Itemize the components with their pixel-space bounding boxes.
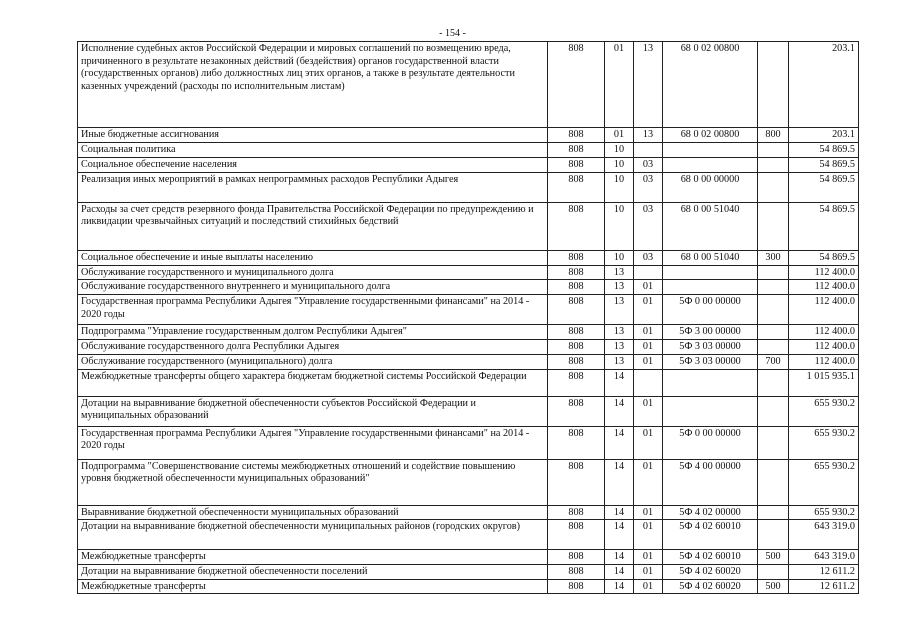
row-expense-kind: 500	[758, 550, 789, 565]
row-target-article: 5Ф 4 02 60010	[663, 520, 758, 550]
row-name: Подпрограмма "Совершенствование системы межбюджетных отношений и содействие повышению уровня бюджетной обеспеченности муниципальных образований"	[78, 459, 548, 505]
row-name: Государственная программа Республики Адыгея "Управление государственными финансами" на 2014 - 2020 годы	[78, 295, 548, 325]
row-section: 14	[605, 520, 634, 550]
row-expense-kind	[758, 42, 789, 128]
row-department-code: 808	[548, 340, 605, 355]
row-expense-kind	[758, 396, 789, 426]
row-amount: 655 930.2	[789, 426, 859, 459]
row-section: 14	[605, 550, 634, 565]
row-department-code: 808	[548, 280, 605, 295]
row-amount: 12 611.2	[789, 579, 859, 594]
table-row	[78, 325, 859, 340]
row-name: Государственная программа Республики Адыгея "Управление государственными финансами" на 2014 - 2020 годы	[78, 426, 548, 459]
row-department-code: 808	[548, 128, 605, 143]
row-name: Социальное обеспечение населения	[78, 157, 548, 172]
row-target-article: 5Ф 4 02 60020	[663, 565, 758, 580]
table-row	[78, 354, 859, 369]
row-department-code: 808	[548, 354, 605, 369]
row-expense-kind: 700	[758, 354, 789, 369]
row-subsection: 03	[634, 172, 663, 202]
row-amount: 643 319.0	[789, 520, 859, 550]
row-section: 14	[605, 369, 634, 396]
table-row	[78, 396, 859, 426]
row-name: Обслуживание государственного внутреннего и муниципального долга	[78, 280, 548, 295]
row-expense-kind	[758, 340, 789, 355]
row-amount: 655 930.2	[789, 459, 859, 505]
row-expense-kind	[758, 280, 789, 295]
row-subsection: 01	[634, 565, 663, 580]
row-target-article	[663, 265, 758, 280]
row-department-code: 808	[548, 157, 605, 172]
row-section: 10	[605, 250, 634, 265]
row-expense-kind	[758, 143, 789, 158]
row-expense-kind	[758, 459, 789, 505]
row-target-article: 68 0 02 00800	[663, 42, 758, 128]
row-department-code: 808	[548, 505, 605, 520]
table-row	[78, 265, 859, 280]
row-name: Дотации на выравнивание бюджетной обеспеченности муниципальных районов (городских округов)	[78, 520, 548, 550]
row-expense-kind	[758, 325, 789, 340]
row-amount: 203.1	[789, 128, 859, 143]
row-section: 14	[605, 396, 634, 426]
row-subsection: 13	[634, 42, 663, 128]
table-row	[78, 550, 859, 565]
table-row	[78, 520, 859, 550]
table-row	[78, 369, 859, 396]
row-department-code: 808	[548, 295, 605, 325]
row-name: Подпрограмма "Управление государственным долгом Республики Адыгея"	[78, 325, 548, 340]
row-name: Обслуживание государственного долга Республики Адыгея	[78, 340, 548, 355]
row-subsection: 01	[634, 505, 663, 520]
row-target-article: 68 0 00 00000	[663, 172, 758, 202]
row-amount: 54 869.5	[789, 143, 859, 158]
row-name: Иные бюджетные ассигнования	[78, 128, 548, 143]
row-subsection	[634, 143, 663, 158]
row-section: 13	[605, 280, 634, 295]
row-expense-kind	[758, 426, 789, 459]
row-department-code: 808	[548, 202, 605, 250]
row-section: 10	[605, 172, 634, 202]
row-target-article	[663, 157, 758, 172]
table-row	[78, 280, 859, 295]
row-target-article: 5Ф 0 00 00000	[663, 426, 758, 459]
row-target-article: 5Ф 4 02 60010	[663, 550, 758, 565]
row-department-code: 808	[548, 42, 605, 128]
row-subsection: 03	[634, 202, 663, 250]
row-amount: 54 869.5	[789, 157, 859, 172]
row-name: Реализация иных мероприятий в рамках непрограммных расходов Республики Адыгея	[78, 172, 548, 202]
row-department-code: 808	[548, 325, 605, 340]
row-subsection: 01	[634, 280, 663, 295]
row-section: 14	[605, 459, 634, 505]
table-row	[78, 565, 859, 580]
row-expense-kind	[758, 505, 789, 520]
row-name: Выравнивание бюджетной обеспеченности муниципальных образований	[78, 505, 548, 520]
row-subsection: 01	[634, 295, 663, 325]
row-subsection: 01	[634, 579, 663, 594]
row-subsection: 01	[634, 340, 663, 355]
row-subsection: 03	[634, 157, 663, 172]
row-subsection	[634, 369, 663, 396]
row-target-article: 5Ф 4 02 60020	[663, 579, 758, 594]
row-subsection: 01	[634, 426, 663, 459]
row-subsection: 01	[634, 459, 663, 505]
row-name: Межбюджетные трансферты общего характера бюджетам бюджетной системы Российской Федерации	[78, 369, 548, 396]
row-expense-kind	[758, 157, 789, 172]
row-target-article: 5Ф 3 03 00000	[663, 354, 758, 369]
row-subsection: 13	[634, 128, 663, 143]
row-section: 10	[605, 143, 634, 158]
row-subsection	[634, 265, 663, 280]
row-section: 13	[605, 340, 634, 355]
row-section: 01	[605, 42, 634, 128]
row-section: 14	[605, 565, 634, 580]
table-row	[78, 505, 859, 520]
row-department-code: 808	[548, 459, 605, 505]
row-name: Социальная политика	[78, 143, 548, 158]
row-subsection: 01	[634, 550, 663, 565]
row-target-article	[663, 369, 758, 396]
row-name: Исполнение судебных актов Российской Федерации и мировых соглашений по возмещению вреда, причиненного в результате незаконных действий (бездействия) органов государственной власти (государственных органов) либо должностных лиц этих органов, а также в результате деятельности казенных учреждений (расходы по исполнительным листам)	[78, 42, 548, 128]
row-subsection: 01	[634, 325, 663, 340]
table-row	[78, 459, 859, 505]
row-department-code: 808	[548, 369, 605, 396]
row-amount: 203.1	[789, 42, 859, 128]
table-row	[78, 426, 859, 459]
table-row	[78, 202, 859, 250]
row-expense-kind	[758, 369, 789, 396]
table-row	[78, 128, 859, 143]
table-row	[78, 157, 859, 172]
row-name: Межбюджетные трансферты	[78, 550, 548, 565]
row-department-code: 808	[548, 520, 605, 550]
row-department-code: 808	[548, 143, 605, 158]
row-amount: 112 400.0	[789, 295, 859, 325]
row-department-code: 808	[548, 172, 605, 202]
row-section: 13	[605, 265, 634, 280]
row-name: Обслуживание государственного и муниципального долга	[78, 265, 548, 280]
row-section: 13	[605, 354, 634, 369]
row-amount: 655 930.2	[789, 396, 859, 426]
row-target-article: 5Ф 3 00 00000	[663, 325, 758, 340]
row-amount: 655 930.2	[789, 505, 859, 520]
row-section: 14	[605, 579, 634, 594]
row-department-code: 808	[548, 565, 605, 580]
table-row	[78, 143, 859, 158]
row-section: 10	[605, 157, 634, 172]
row-section: 13	[605, 295, 634, 325]
table-row	[78, 295, 859, 325]
row-subsection: 01	[634, 396, 663, 426]
row-amount: 643 319.0	[789, 550, 859, 565]
row-amount: 54 869.5	[789, 250, 859, 265]
row-department-code: 808	[548, 426, 605, 459]
page-number: - 154 -	[439, 28, 466, 39]
row-expense-kind: 300	[758, 250, 789, 265]
budget-table	[77, 41, 859, 594]
row-target-article	[663, 396, 758, 426]
row-department-code: 808	[548, 396, 605, 426]
row-expense-kind	[758, 202, 789, 250]
row-section: 13	[605, 325, 634, 340]
row-department-code: 808	[548, 265, 605, 280]
row-section: 14	[605, 426, 634, 459]
row-subsection: 01	[634, 354, 663, 369]
row-target-article: 5Ф 0 00 00000	[663, 295, 758, 325]
row-name: Дотации на выравнивание бюджетной обеспеченности субъектов Российской Федерации и муниципальных образований	[78, 396, 548, 426]
row-expense-kind: 800	[758, 128, 789, 143]
table-row	[78, 579, 859, 594]
row-amount: 12 611.2	[789, 565, 859, 580]
table-row	[78, 250, 859, 265]
row-amount: 112 400.0	[789, 265, 859, 280]
row-expense-kind	[758, 265, 789, 280]
row-target-article: 5Ф 4 00 00000	[663, 459, 758, 505]
row-target-article: 5Ф 4 02 00000	[663, 505, 758, 520]
row-amount: 112 400.0	[789, 325, 859, 340]
row-target-article: 68 0 02 00800	[663, 128, 758, 143]
table-row	[78, 172, 859, 202]
row-amount: 1 015 935.1	[789, 369, 859, 396]
row-department-code: 808	[548, 250, 605, 265]
row-department-code: 808	[548, 550, 605, 565]
table-row	[78, 340, 859, 355]
row-name: Дотации на выравнивание бюджетной обеспеченности поселений	[78, 565, 548, 580]
row-expense-kind: 500	[758, 579, 789, 594]
row-expense-kind	[758, 520, 789, 550]
row-section: 14	[605, 505, 634, 520]
row-expense-kind	[758, 172, 789, 202]
row-target-article: 68 0 00 51040	[663, 250, 758, 265]
row-section: 10	[605, 202, 634, 250]
row-target-article	[663, 143, 758, 158]
row-target-article: 68 0 00 51040	[663, 202, 758, 250]
row-amount: 112 400.0	[789, 280, 859, 295]
row-name: Расходы за счет средств резервного фонда Правительства Российской Федерации по предупреждению и ликвидации чрезвычайных ситуаций и последствий стихийных бедствий	[78, 202, 548, 250]
row-section: 01	[605, 128, 634, 143]
row-amount: 54 869.5	[789, 202, 859, 250]
row-subsection: 01	[634, 520, 663, 550]
row-expense-kind	[758, 295, 789, 325]
row-amount: 54 869.5	[789, 172, 859, 202]
row-name: Межбюджетные трансферты	[78, 579, 548, 594]
row-name: Социальное обеспечение и иные выплаты населению	[78, 250, 548, 265]
row-name: Обслуживание государственного (муниципального) долга	[78, 354, 548, 369]
row-subsection: 03	[634, 250, 663, 265]
row-target-article	[663, 280, 758, 295]
table-row	[78, 42, 859, 128]
row-target-article: 5Ф 3 03 00000	[663, 340, 758, 355]
row-department-code: 808	[548, 579, 605, 594]
row-amount: 112 400.0	[789, 340, 859, 355]
row-amount: 112 400.0	[789, 354, 859, 369]
row-expense-kind	[758, 565, 789, 580]
